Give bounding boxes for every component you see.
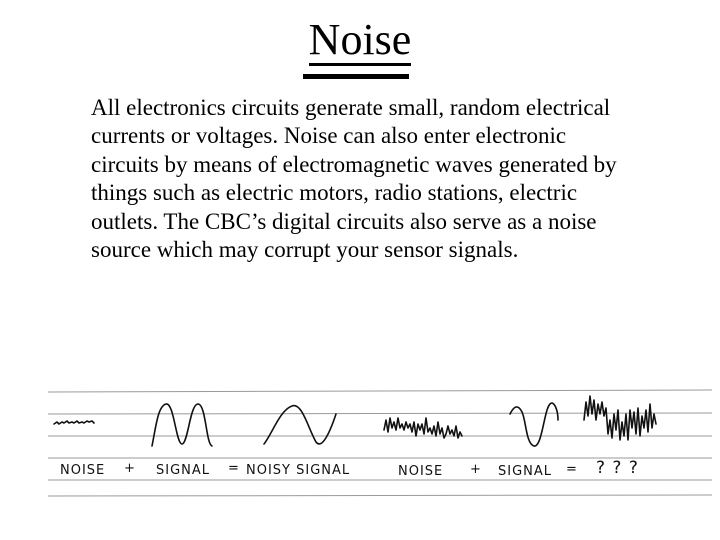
slide-body (91, 94, 661, 264)
equals-sign-2: = (566, 462, 578, 477)
noisy-signal-waveform (264, 406, 336, 444)
noise-sketch-figure (40, 380, 712, 502)
body-line: currents or voltages. Noise can also enter electronic (91, 123, 567, 149)
label-noise-2: NOISE (398, 464, 444, 479)
label-noisy-signal: NOISY SIGNAL (246, 463, 351, 478)
label-signal: SIGNAL (156, 463, 211, 478)
slide-title-text: Noise (308, 15, 412, 64)
body-line: outlets. The CBC’s digital circuits also serve as a noise (91, 208, 597, 234)
equals-sign: = (228, 461, 240, 476)
plus-sign-2: + (470, 462, 482, 477)
label-unknown: ? ? ? (596, 458, 639, 478)
slide-title (0, 14, 720, 66)
plus-sign: + (124, 461, 136, 476)
ruled-lines (48, 390, 712, 496)
signal-waveform (152, 404, 212, 446)
ruled-line (48, 495, 712, 496)
body-line: All electronics circuits generate small, random electrical (91, 95, 611, 120)
label-signal-2: SIGNAL (498, 464, 553, 479)
body-line: things such as electric motors, radio stations, electric (91, 180, 578, 206)
ruled-line (48, 413, 712, 414)
ruled-line (48, 390, 712, 392)
noise-burst-waveform (384, 418, 462, 438)
body-line: circuits by means of electromagnetic waves generated by (91, 151, 617, 177)
unknown-noisy-waveform (584, 396, 656, 440)
noise-waveform (54, 421, 94, 424)
body-line: source which may corrupt your sensor signals. (91, 237, 519, 263)
label-noise: NOISE (60, 463, 106, 478)
signal-waveform-2 (510, 403, 558, 446)
